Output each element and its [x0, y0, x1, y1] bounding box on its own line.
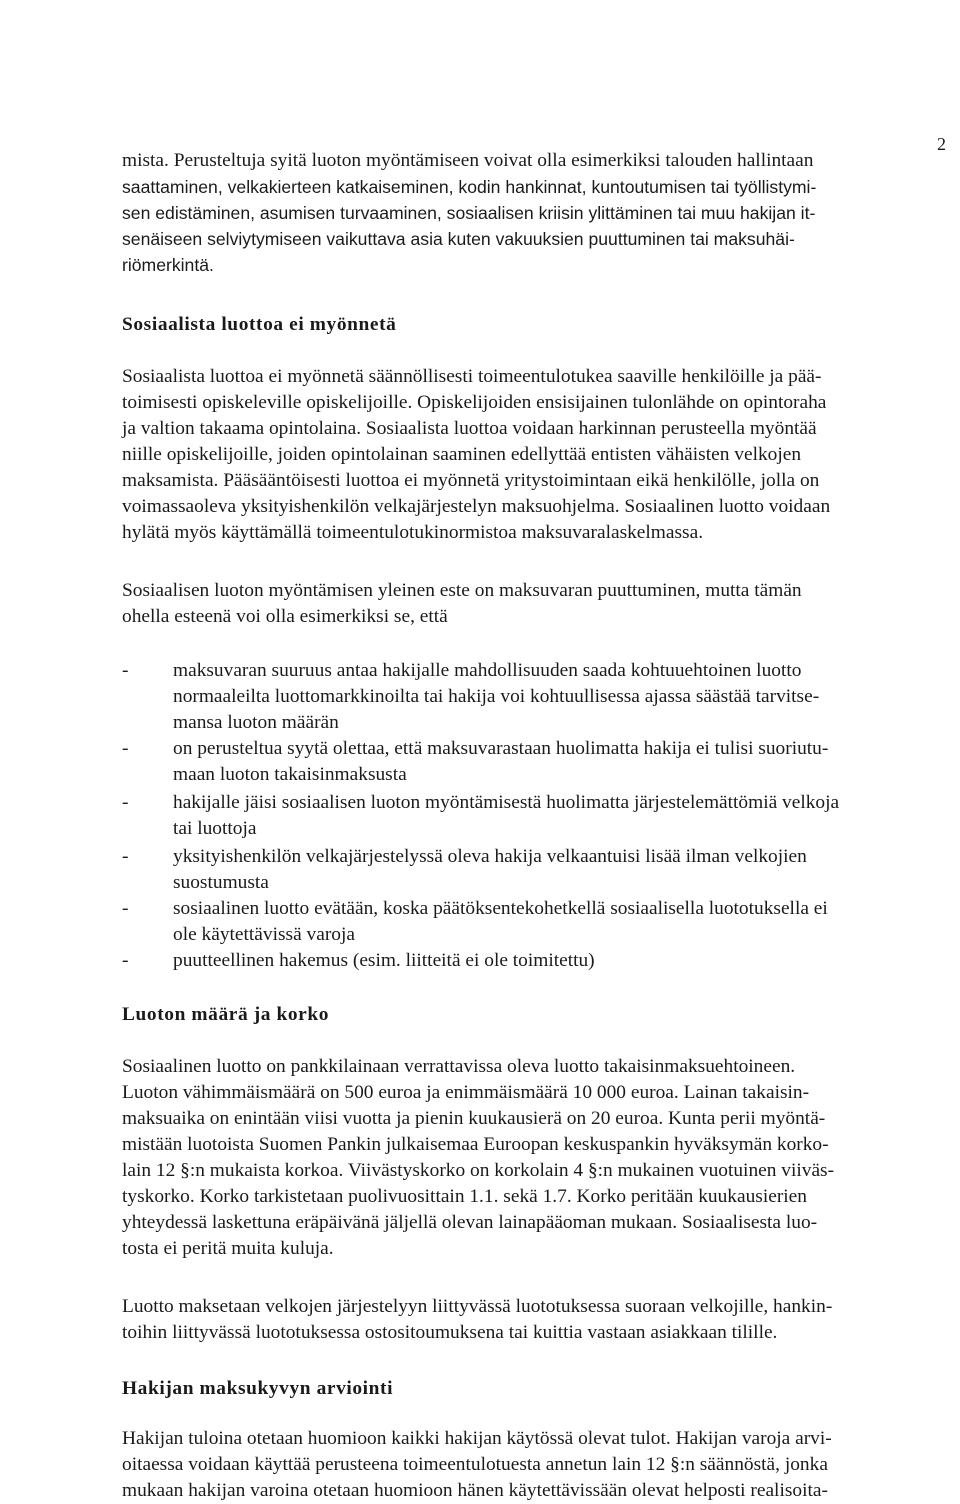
page-number: 2: [937, 134, 946, 154]
section-heading-amount-interest: Luoton määrä ja korko: [122, 1004, 330, 1025]
text-line: mansa luoton määrän: [173, 712, 339, 733]
text-line: mukaan hakijan varoina otetaan huomioon hänen käytettävissään olevat helposti realisoita-: [122, 1480, 828, 1501]
text-line: ja valtion takaama opintolaina. Sosiaalista luottoa voidaan harkinnan perusteella myöntää: [122, 418, 817, 439]
bullet-marker: -: [122, 846, 129, 867]
text-line: normaaleilta luottomarkkinoilta tai hakija voi kohtuullisessa ajassa säästää tarvitse-: [173, 686, 820, 707]
text-line: hakijalle jäisi sosiaalisen luoton myöntämisestä huolimatta järjestelemättömiä velkoja: [173, 792, 840, 813]
bullet-marker: -: [122, 950, 129, 971]
bullet-marker: -: [122, 660, 129, 681]
text-line: maksuaika on enintään viisi vuotta ja pienin kuukausierä on 20 euroa. Kunta perii myöntä-: [122, 1108, 826, 1129]
section1-paragraph-1: [122, 364, 952, 546]
text-line: yhteydessä laskettuna eräpäivänä jäljellä olevan lainapääoman mukaan. Sosiaalisesta luo-: [122, 1212, 818, 1233]
bullet-marker: -: [122, 792, 129, 813]
text-line: sosiaalinen luotto evätään, koska päätöksentekohetkellä sosiaalisella luototuksella ei: [173, 898, 828, 919]
section-heading-ability-to-pay: Hakijan maksukyvyn arviointi: [122, 1378, 394, 1399]
text-line: Sosiaalinen luotto on pankkilainaan verrattavissa oleva luotto takaisinmaksuehtoineen.: [122, 1056, 796, 1077]
text-line: toihin liittyvässä luototuksessa ostositoumuksena tai kuittia vastaan asiakkaan tilille.: [122, 1322, 778, 1343]
text-line: niille opiskelijoille, joiden opintolainan saaminen edellyttää entisten vähäisten velkojen: [122, 444, 802, 465]
section-heading-not-granted: Sosiaalista luottoa ei myönnetä: [122, 314, 397, 335]
intro-paragraph: [122, 148, 952, 278]
text-line: Hakijan tuloina otetaan huomioon kaikki hakijan käytössä olevat tulot. Hakijan varoja arvi-: [122, 1428, 832, 1449]
text-line: riömerkintä.: [122, 255, 214, 275]
bullet-marker: -: [122, 738, 129, 759]
text-line: toimisesti opiskeleville opiskelijoille. Opiskelijoiden ensisijainen tulonlähde on opintoraha: [122, 392, 827, 413]
text-line: puutteellinen hakemus (esim. liitteitä ei ole toimitettu): [173, 950, 595, 971]
text-line: maksuvaran suuruus antaa hakijalle mahdollisuuden saada kohtuuehtoinen luotto: [173, 660, 802, 681]
bullet-marker: -: [122, 898, 129, 919]
text-line: Luotto maksetaan velkojen järjestelyyn liittyvässä luototuksessa suoraan velkojille, hankin-: [122, 1296, 833, 1317]
text-line: lain 12 §:n mukaista korkoa. Viivästyskorko on korkolain 4 §:n mukainen vuotuinen viiväs-: [122, 1160, 835, 1181]
section2-paragraph-1: [122, 1054, 952, 1262]
text-line: maan luoton takaisinmaksusta: [173, 764, 407, 785]
text-line: maksamista. Pääsääntöisesti luottoa ei myönnetä yritystoimintaan eikä henkilölle, jolla on: [122, 470, 820, 491]
text-line: tyskorko. Korko tarkistetaan puolivuosittain 1.1. sekä 1.7. Korko peritään kuukausierien: [122, 1186, 807, 1207]
text-line: tai luottoja: [173, 818, 257, 839]
text-line: Sosiaalisen luoton myöntämisen yleinen este on maksuvaran puuttuminen, mutta tämän: [122, 580, 802, 601]
text-line: tosta ei peritä muita kuluja.: [122, 1238, 334, 1259]
text-line: suostumusta: [173, 872, 269, 893]
text-line: Sosiaalista luottoa ei myönnetä säännöllisesti toimeentulotukea saaville henkilöille ja pää-: [122, 366, 822, 387]
text-line: on perusteltua syytä olettaa, että maksuvarastaan huolimatta hakija ei tulisi suoriutu-: [173, 738, 829, 759]
text-line: mista. Perusteltuja syitä luoton myöntämiseen voivat olla esimerkiksi talouden hallintaan: [122, 150, 814, 171]
text-line: oitaessa voidaan käyttää perusteena toimeentulotuesta annetun lain 12 §:n säännöstä, jonka: [122, 1454, 828, 1475]
text-line: ole käytettävissä varoja: [173, 924, 355, 945]
text-line: senäiseen selviytymiseen vaikuttava asia kuten vakuuksien puuttuminen tai maksuhäi-: [122, 229, 795, 249]
text-line: saattaminen, velkakierteen katkaiseminen, kodin hankinnat, kuntoutumisen tai työllistymi-: [122, 177, 817, 197]
section3-paragraph-1: [122, 1426, 952, 1504]
text-line: ohella esteenä voi olla esimerkiksi se, että: [122, 606, 448, 627]
text-line: voimassaoleva yksityishenkilön velkajärjestelyn maksuohjelma. Sosiaalinen luotto voidaan: [122, 496, 831, 517]
text-line: hylätä myös käyttämällä toimeentulotukinormistoa maksuvaralaskelmassa.: [122, 522, 704, 543]
section2-paragraph-2: [122, 1294, 952, 1346]
text-line: sen edistäminen, asumisen turvaaminen, sosiaalisen kriisin ylittäminen tai muu hakijan it-: [122, 203, 816, 223]
text-line: mistään luotoista Suomen Pankin julkaisemaa Euroopan keskuspankin hyväksymän korko-: [122, 1134, 829, 1155]
section1-paragraph-2: [122, 578, 952, 630]
text-line: Luoton vähimmäismäärä on 500 euroa ja enimmäismäärä 10 000 euroa. Lainan takaisin-: [122, 1082, 810, 1103]
text-line: yksityishenkilön velkajärjestelyssä oleva hakija velkaantuisi lisää ilman velkojien: [173, 846, 807, 867]
